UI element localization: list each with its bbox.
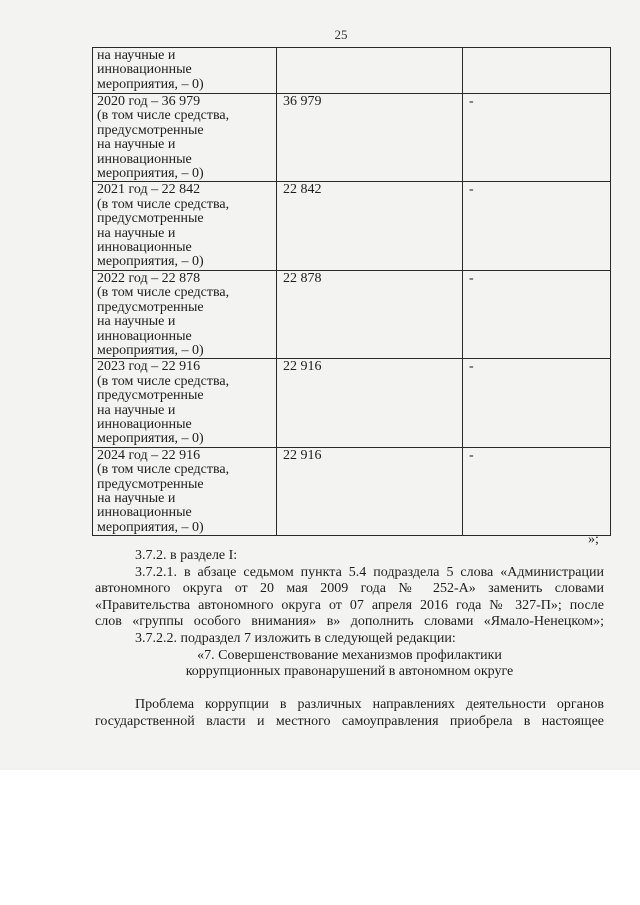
table-row: [93, 182, 611, 270]
amount-cell: [277, 48, 463, 94]
year-cell: 2020 год – 36 979 (в том числе средства, предусмотренные на научные и инновационные мероприятия, – 0): [93, 94, 277, 182]
table-row: [93, 94, 611, 182]
table-row: [93, 270, 611, 358]
amount-cell: 36 979: [277, 94, 463, 182]
other-cell: -: [463, 447, 611, 535]
amendments-text: [95, 548, 604, 731]
item-3-7-2-1-line: «Правительства автономного округа от 07 апреля 2016 года № 327-П»; после: [95, 597, 604, 613]
closing-quote: »;: [588, 532, 599, 547]
amount-cell: 22 916: [277, 359, 463, 447]
other-cell: -: [463, 270, 611, 358]
table-row: [93, 359, 611, 447]
body-paragraph-line: государственной власти и местного самоуправления приобрела в настоящее: [95, 713, 604, 729]
section-title-line: коррупционных правонарушений в автономном округе: [185, 664, 514, 680]
item-3-7-2-1-line: 3.7.2.1. в абзаце седьмом пункта 5.4 подраздела 5 слова «Администрации: [135, 564, 604, 580]
funding-table: [92, 47, 611, 536]
other-cell: -: [463, 94, 611, 182]
year-cell: 2022 год – 22 878 (в том числе средства, предусмотренные на научные и инновационные мероприятия, – 0): [93, 270, 277, 358]
other-cell: -: [463, 359, 611, 447]
year-cell: 2021 год – 22 842 (в том числе средства, предусмотренные на научные и инновационные мероприятия, – 0): [93, 182, 277, 270]
section-title-line: «7. Совершенствование механизмов профилактики: [197, 647, 502, 663]
table-row: [93, 447, 611, 535]
other-cell: -: [463, 182, 611, 270]
amount-cell: 22 878: [277, 270, 463, 358]
year-cell: на научные и инновационные мероприятия, – 0): [93, 48, 277, 94]
item-3-7-2-2: 3.7.2.2. подраздел 7 изложить в следующей редакции:: [135, 630, 456, 646]
body-paragraph-line: Проблема коррупции в различных направлениях деятельности органов: [135, 697, 604, 713]
amount-cell: 22 842: [277, 182, 463, 270]
table-row: [93, 48, 611, 94]
year-cell: 2023 год – 22 916 (в том числе средства, предусмотренные на научные и инновационные мероприятия, – 0): [93, 359, 277, 447]
page-number: 25: [334, 27, 348, 42]
item-3-7-2-1-line: слов «группы особого внимания» в» дополнить словами «Ямало-Ненецком»;: [95, 614, 604, 630]
item-3-7-2: 3.7.2. в разделе I:: [135, 548, 238, 563]
amount-cell: 22 916: [277, 447, 463, 535]
other-cell: [463, 48, 611, 94]
blank-line: [95, 681, 604, 698]
item-3-7-2-1-line: автономного округа от 20 мая 2009 года № 252-А» заменить словами: [95, 581, 604, 597]
year-cell: 2024 год – 22 916 (в том числе средства, предусмотренные на научные и инновационные мероприятия, – 0): [93, 447, 277, 535]
